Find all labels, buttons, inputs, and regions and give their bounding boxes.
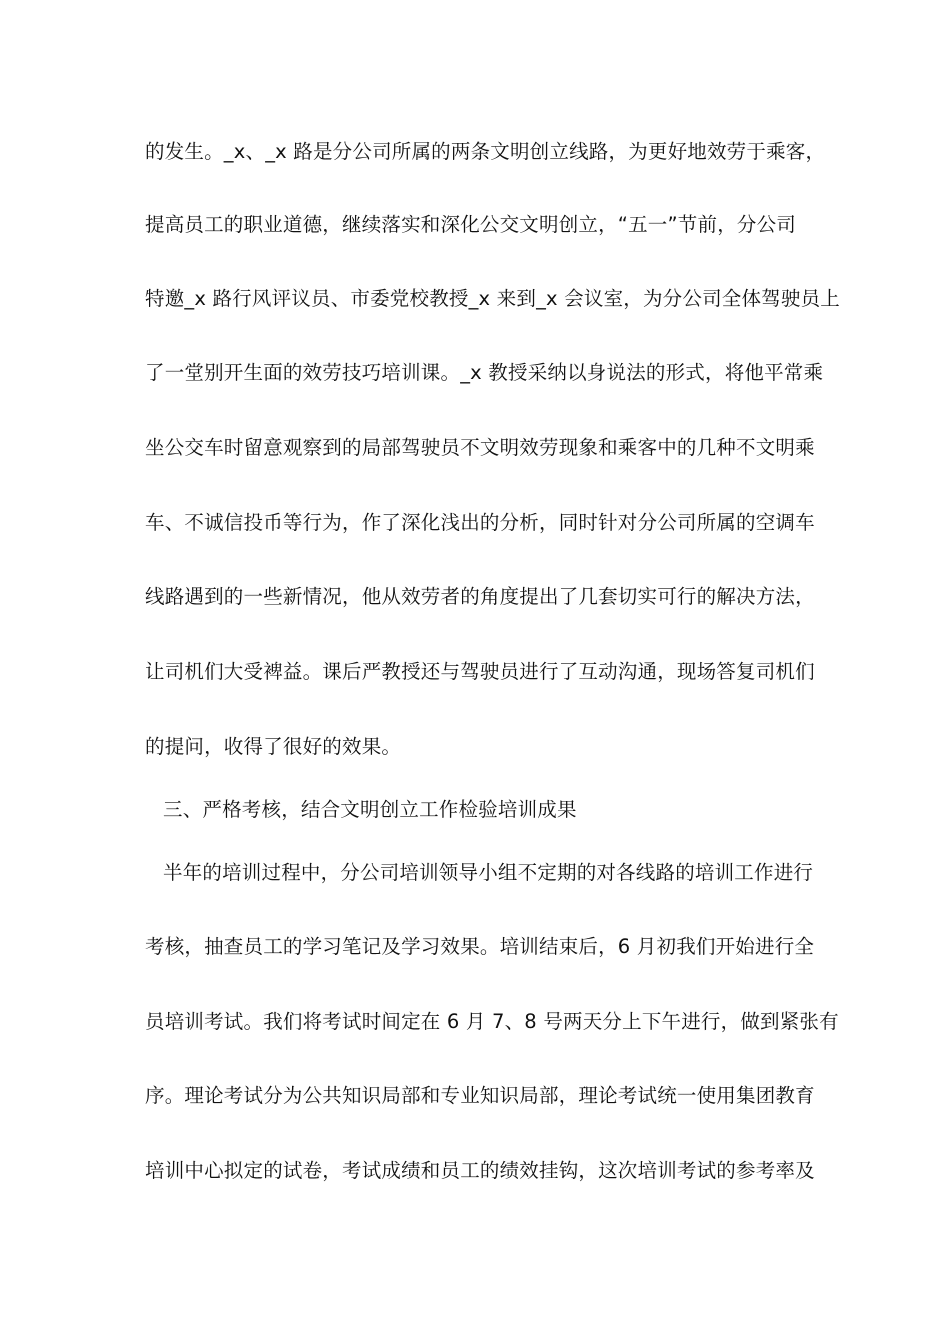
paragraph-line-9: 的提问，收得了很好的效果。 (145, 735, 402, 758)
paragraph-line-7: 线路遇到的一些新情况，他从效劳者的角度提出了几套切实可行的解决方法， (145, 585, 815, 608)
paragraph-line-11: 考核，抽查员工的学习笔记及学习效果。培训结束后，6 月初我们开始进行全 (145, 935, 815, 958)
paragraph-line-5: 坐公交车时留意观察到的局部驾驶员不文明效劳现象和乘客中的几种不文明乘 (145, 436, 815, 459)
paragraph-line-10: 半年的培训过程中，分公司培训领导小组不定期的对各线路的培训工作进行 (163, 861, 814, 884)
paragraph-line-6: 车、不诚信投币等行为，作了深化浅出的分析，同时针对分公司所属的空调车 (145, 511, 815, 534)
paragraph-line-13: 序。理论考试分为公共知识局部和专业知识局部，理论考试统一使用集团教育 (145, 1084, 815, 1107)
section-heading: 三、严格考核，结合文明创立工作检验培训成果 (163, 798, 577, 821)
paragraph-line-2: 提高员工的职业道德，继续落实和深化公交文明创立，“五一”节前，分公司 (145, 213, 797, 236)
paragraph-line-1: 的发生。_x、_x 路是分公司所属的两条文明创立线路，为更好地效劳于乘客， (145, 140, 826, 163)
paragraph-line-14: 培训中心拟定的试卷，考试成绩和员工的绩效挂钩，这次培训考试的参考率及 (145, 1159, 815, 1182)
paragraph-line-4: 了一堂别开生面的效劳技巧培训课。_x 教授采纳以身说法的形式，将他平常乘 (145, 361, 824, 384)
paragraph-line-8: 让司机们大受裨益。课后严教授还与驾驶员进行了互动沟通，现场答复司机们 (145, 660, 815, 683)
paragraph-line-12: 员培训考试。我们将考试时间定在 6 月 7、8 号两天分上下午进行，做到紧张有 (145, 1010, 839, 1033)
paragraph-line-3: 特邀_x 路行风评议员、市委党校教授_x 来到_x 会议室，为分公司全体驾驶员上 (145, 287, 840, 310)
